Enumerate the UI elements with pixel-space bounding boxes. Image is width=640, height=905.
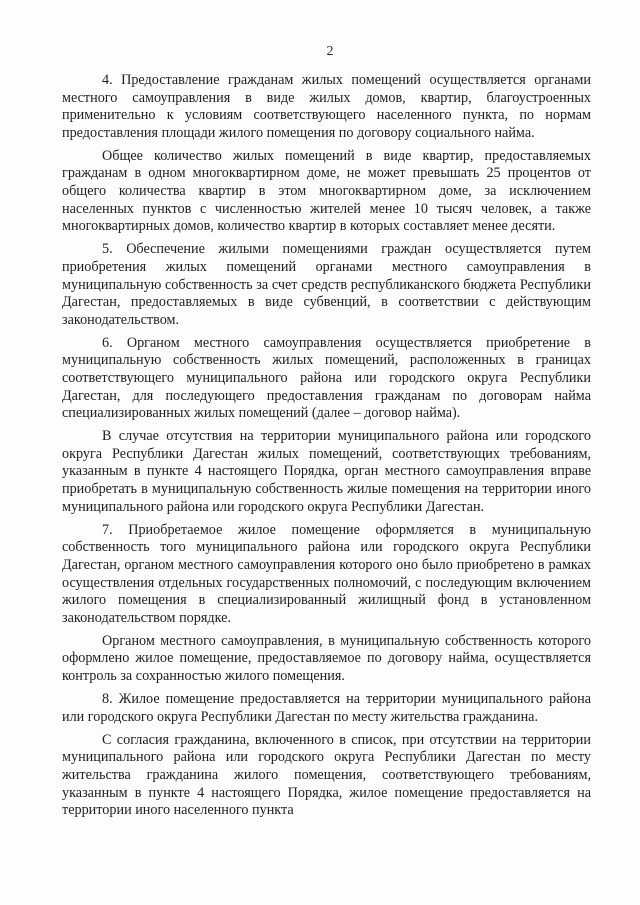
paragraph-consent: С согласия гражданина, включенного в список, при отсутствии на территории муниципального района или городского округа Республики Дагестан по месту жительства гражданина жилого помещения, соответствующего требованиям, указанным в пункте 4 настоящего Порядка, жилое помещение предоставляется на территории иного населенного пункта: [62, 731, 591, 819]
page-number: 2: [326, 44, 334, 59]
paragraph-apartment-limit: Общее количество жилых помещений в виде квартир, предоставляемых гражданам в одном многоквартирном доме, не может превышать 25 процентов от общего количества квартир в этом многоквартирном доме, за исключением населенных пунктов с численностью жителей менее 10 тысяч человек, а также многоквартирных домов, количество квартир в которых составляет менее десяти.: [62, 147, 591, 235]
paragraph-control: Органом местного самоуправления, в муниципальную собственность которого оформлено жилое помещение, предоставляемое по договору найма, осуществляется контроль за сохранностью жилого помещения.: [62, 632, 591, 684]
paragraph-item-7: 7. Приобретаемое жилое помещение оформляется в муниципальную собственность того муниципального района или городского округа Республики Дагестан, органом местного самоуправления которого оно было приобретено в рамках осуществления отдельных государственных полномочий, с последующим включением жилого помещения в специализированный жилищный фонд в установленном законодательством порядке.: [62, 521, 591, 626]
document-body: [62, 72, 591, 825]
paragraph-item-6: 6. Органом местного самоуправления осуществляется приобретение в муниципальную собственность жилых помещений, расположенных в границах соответствующего муниципального района или городского округа Республики Дагестан, для последующего предоставления гражданам по договорам найма специализированных жилых помещений (далее – договор найма).: [62, 334, 591, 422]
paragraph-absence-case: В случае отсутствия на территории муниципального района или городского округа Республики Дагестан жилых помещений, соответствующих требованиям, указанным в пункте 4 настоящего Порядка, орган местного самоуправления вправе приобретать в муниципальную собственность жилые помещения на территории иного муниципального района или городского округа Республики Дагестан.: [62, 428, 591, 515]
paragraph-item-4: 4. Предоставление гражданам жилых помещений осуществляется органами местного самоуправления в виде жилых домов, квартир, благоустроенных применительно к условиям соответствующего населенного пункта, по нормам предоставления площади жилого помещения по договору социального найма.: [62, 72, 591, 141]
paragraph-item-8: 8. Жилое помещение предоставляется на территории муниципального района или городского округа Республики Дагестан по месту жительства гражданина.: [62, 691, 591, 725]
paragraph-item-5: 5. Обеспечение жилыми помещениями граждан осуществляется путем приобретения жилых помещений органами местного самоуправления в муниципальную собственность за счет средств республиканского бюджета Республики Дагестан, предоставляемых в виде субвенций, в соответствии с действующим законодательством.: [62, 241, 591, 328]
